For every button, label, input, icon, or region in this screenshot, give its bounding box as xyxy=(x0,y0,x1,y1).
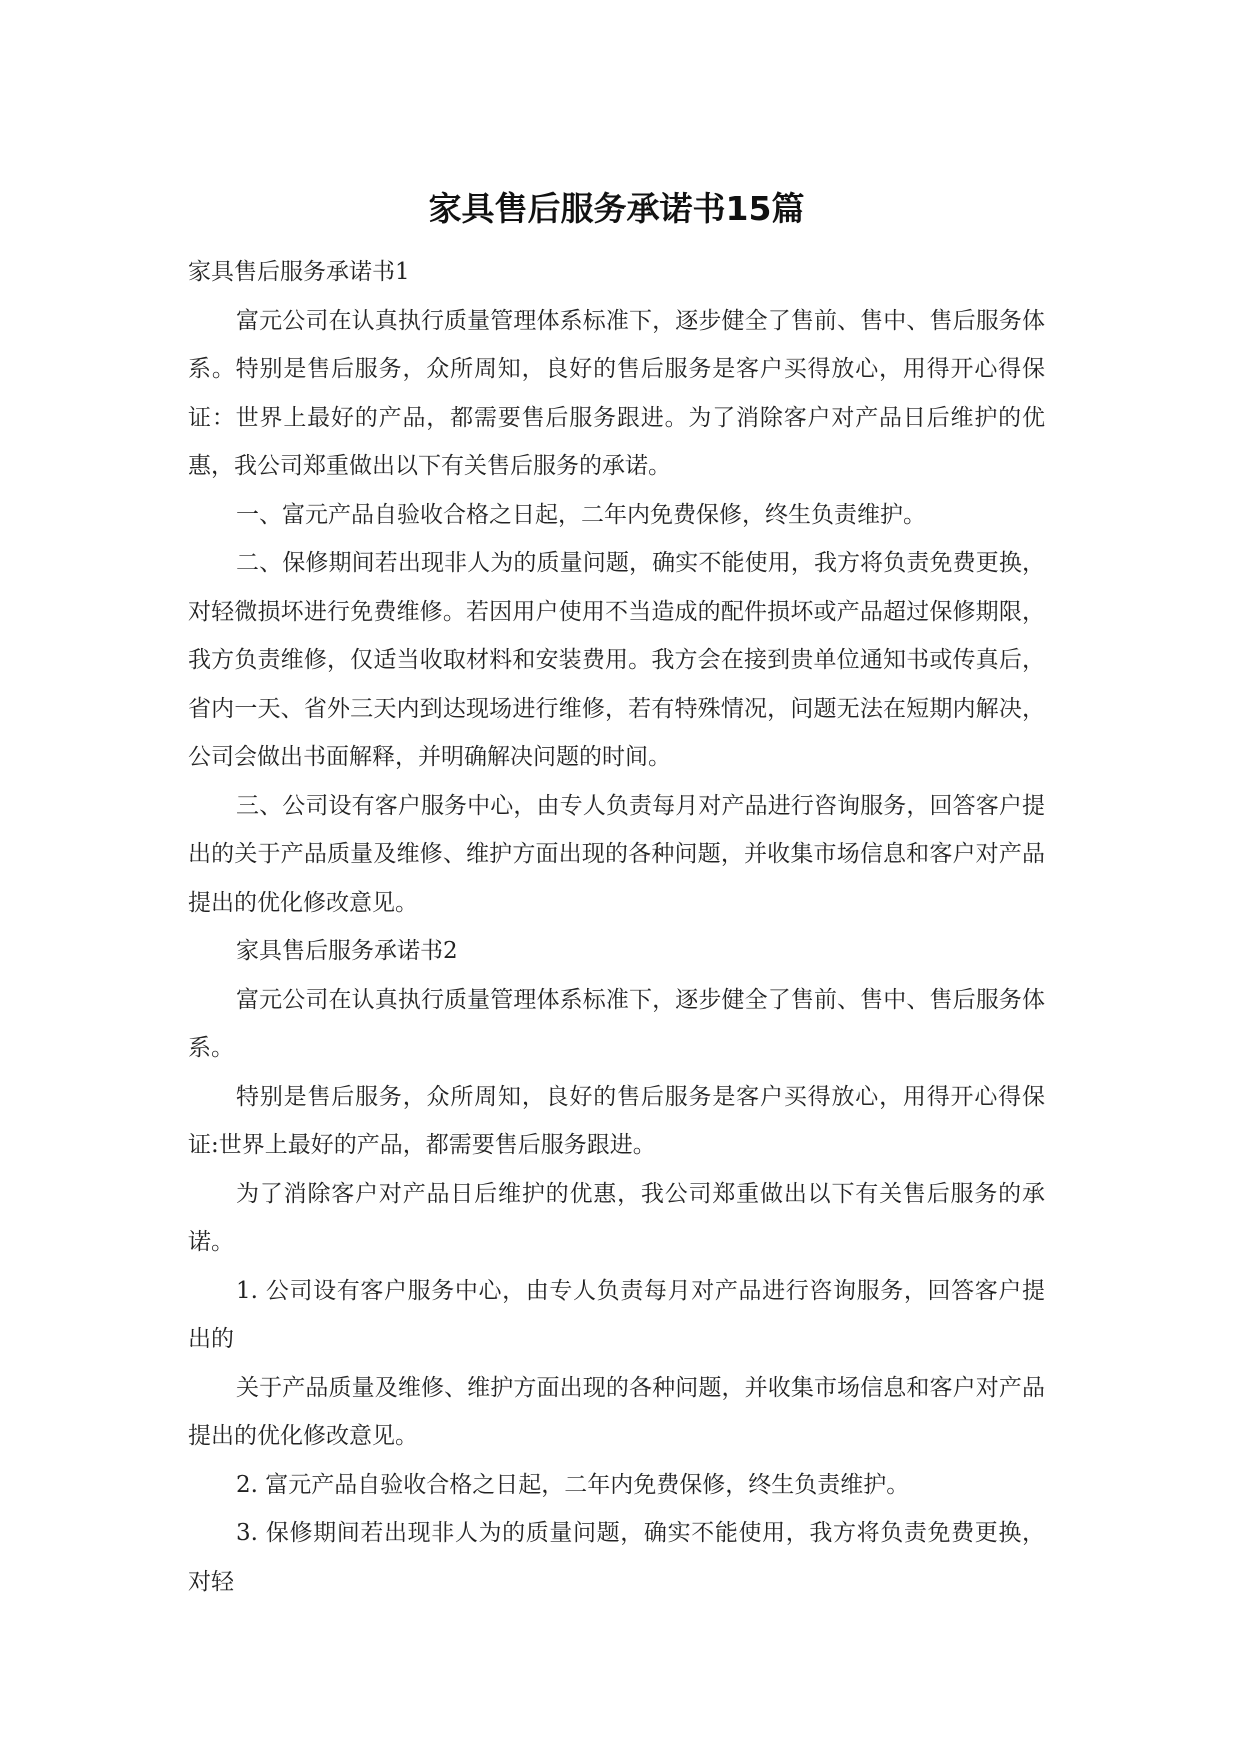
paragraph-numbered-1b: 关于产品质量及维修、维护方面出现的各种问题，并收集市场信息和客户对产品提出的优化修改意见。 xyxy=(188,1374,1045,1449)
paragraph-item-3: 三、公司设有客户服务中心，由专人负责每月对产品进行咨询服务，回答客户提出的关于产品质量及维修、维护方面出现的各种问题，并收集市场信息和客户对产品提出的优化修改意见。 xyxy=(188,792,1045,916)
section-heading-1: 家具售后服务承诺书1 xyxy=(188,259,410,285)
paragraph-item-1: 一、富元产品自验收合格之日起，二年内免费保修，终生负责维护。 xyxy=(236,501,926,528)
paragraph-intro-2b: 特别是售后服务，众所周知，良好的售后服务是客户买得放心，用得开心得保证:世界上最好的产品，都需要售后服务跟进。 xyxy=(188,1083,1045,1158)
document-title: 家具售后服务承诺书15篇 xyxy=(428,189,805,228)
document-body xyxy=(188,186,1045,1606)
paragraph-intro-1: 富元公司在认真执行质量管理体系标准下，逐步健全了售前、售中、售后服务体系。特别是售后服务，众所周知，良好的售后服务是客户买得放心，用得开心得保证：世界上最好的产品，都需要售后服务跟进。为了消除客户对产品日后维护的优惠，我公司郑重做出以下有关售后服务的承诺。 xyxy=(188,307,1045,479)
paragraph-item-2: 二、保修期间若出现非人为的质量问题，确实不能使用，我方将负责免费更换，对轻微损坏进行免费维修。若因用户使用不当造成的配件损坏或产品超过保修期限，我方负责维修，仅适当收取材料和安装费用。我方会在接到贵单位通知书或传真后，省内一天、省外三天内到达现场进行维修，若有特殊情况，问题无法在短期内解决，公司会做出书面解释，并明确解决问题的时间。 xyxy=(188,550,1045,770)
paragraph-numbered-3: 3. 保修期间若出现非人为的质量问题，确实不能使用，我方将负责免费更换，对轻 xyxy=(188,1520,1045,1595)
paragraph-intro-2a: 富元公司在认真执行质量管理体系标准下，逐步健全了售前、售中、售后服务体系。 xyxy=(188,986,1045,1061)
paragraph-intro-2c: 为了消除客户对产品日后维护的优惠，我公司郑重做出以下有关售后服务的承诺。 xyxy=(188,1180,1045,1255)
section-heading-2: 家具售后服务承诺书2 xyxy=(236,938,458,964)
paragraph-numbered-2: 2. 富元产品自验收合格之日起，二年内免费保修，终生负责维护。 xyxy=(236,1471,910,1498)
paragraph-numbered-1a: 1. 公司设有客户服务中心，由专人负责每月对产品进行咨询服务，回答客户提出的 xyxy=(188,1277,1045,1352)
